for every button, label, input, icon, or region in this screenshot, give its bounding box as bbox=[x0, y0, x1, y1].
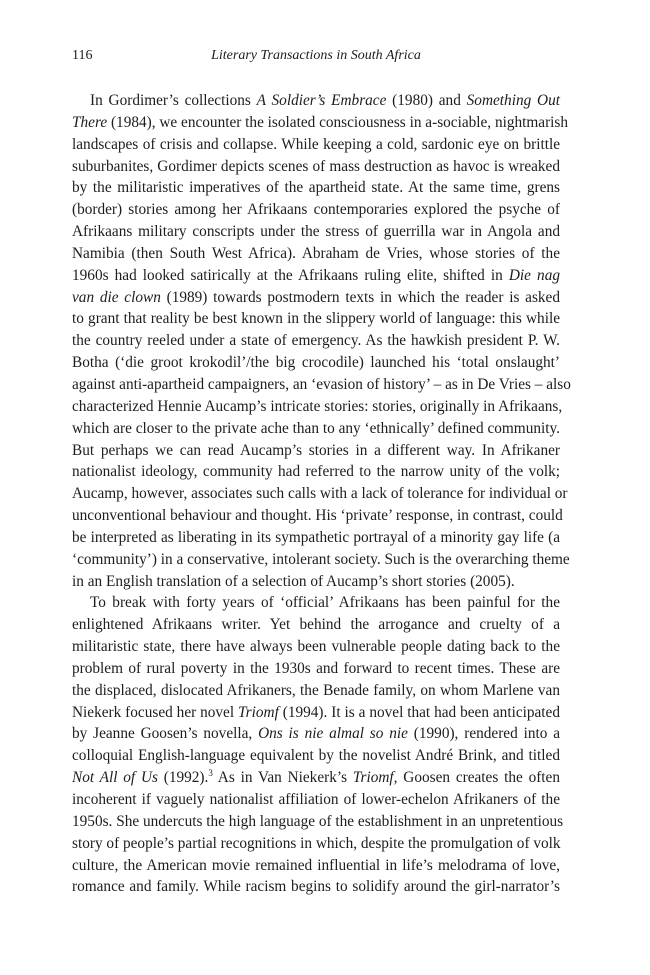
text-run: (1984), we encounter the isolated consciousness in a-sociable, nightmarish bbox=[107, 113, 569, 131]
footnote-marker: 3 bbox=[208, 768, 213, 779]
text-line bbox=[72, 221, 560, 243]
text-run: the country reeled under a state of emergency. As the hawkish president P. W. bbox=[72, 332, 560, 350]
italic-title: Triomf bbox=[238, 703, 279, 721]
text-run: Aucamp, however, associates such calls with a lack of tolerance for individual or bbox=[72, 485, 568, 503]
text-run: incoherent if vaguely nationalist affiliation of lower-echelon Afrikaners of the bbox=[72, 791, 560, 808]
text-run: unconventional behaviour and thought. His ‘private’ response, in contrast, could bbox=[72, 507, 563, 525]
text-line bbox=[72, 855, 560, 877]
text-line bbox=[72, 199, 560, 221]
text-run: nationalist ideology, community had referred to the narrow unity of the volk; bbox=[72, 463, 560, 481]
text-run: romance and family. While racism begins to solidify around the girl-narrator’s bbox=[72, 878, 560, 896]
text-run: the displaced, dislocated Afrikaners, the Benade family, on whom Marlene van bbox=[72, 681, 560, 699]
italic-title: There bbox=[72, 113, 108, 131]
text-run: characterized Hennie Aucamp’s intricate stories: stories, originally in Afrikaans, bbox=[72, 397, 563, 415]
text-line bbox=[72, 527, 560, 549]
text-line bbox=[72, 789, 560, 811]
text-line bbox=[72, 876, 560, 898]
text-run: enlightened Afrikaans writer. Yet behind the arrogance and cruelty of a bbox=[72, 616, 560, 634]
text-run: in an English translation of a selection of Aucamp’s short stories (2005). bbox=[72, 572, 515, 590]
text-run: Goosen creates the often bbox=[397, 769, 560, 787]
text-line bbox=[72, 308, 560, 330]
italic-title: Not All of Us bbox=[72, 769, 158, 787]
text-line bbox=[72, 592, 560, 614]
text-line bbox=[72, 702, 560, 724]
text-line bbox=[72, 243, 560, 265]
text-line bbox=[72, 636, 560, 658]
italic-title: Something Out bbox=[466, 92, 560, 109]
text-run: (1992). bbox=[157, 769, 209, 787]
text-run: Afrikaans military conscripts under the stress of guerrilla war in Angola and bbox=[72, 223, 560, 241]
italic-title: Triomf, bbox=[352, 769, 398, 787]
text-line bbox=[72, 440, 560, 462]
running-head bbox=[72, 46, 560, 66]
text-line bbox=[72, 614, 560, 636]
text-run: by Jeanne Goosen’s novella, bbox=[72, 725, 259, 743]
text-line bbox=[72, 658, 560, 680]
body-text bbox=[72, 90, 571, 898]
text-run: ‘community’) in a conservative, intolerant society. Such is the overarching theme bbox=[72, 550, 570, 568]
text-run: colloquial English-language equivalent by the novelist André Brink, and titled bbox=[72, 747, 560, 765]
text-run: culture, the American movie remained influential in life’s melodrama of love, bbox=[72, 856, 560, 874]
text-run: be interpreted as liberating in its sympathetic portrayal of a minority gay life (a bbox=[72, 528, 560, 546]
text-line bbox=[72, 265, 560, 287]
text-line bbox=[72, 811, 564, 833]
text-run: (1994). It is a novel that had been anticipated bbox=[278, 703, 560, 721]
text-line bbox=[72, 374, 571, 396]
text-run: To break with forty years of ‘official’ Afrikaans has been painful for the bbox=[90, 594, 560, 612]
text-run: (1989) towards postmodern texts in which the reader is asked bbox=[160, 288, 560, 306]
text-line bbox=[72, 177, 560, 199]
text-line bbox=[72, 723, 560, 745]
text-line bbox=[72, 571, 560, 593]
running-title: Literary Transactions in South Africa bbox=[211, 48, 421, 63]
text-run: Botha (‘die groot krokodil’/the big crocodile) launched his ‘total onslaught’ bbox=[72, 354, 560, 372]
text-run: 1960s had looked satirically at the Afrikaans ruling elite, shifted in bbox=[72, 266, 509, 284]
text-run: by the militaristic imperatives of the apartheid state. At the same time, grens bbox=[72, 179, 560, 197]
text-run: story of people’s partial recognitions in which, despite the promulgation of volk bbox=[72, 834, 561, 852]
italic-title: A Soldier’s Embrace bbox=[256, 92, 387, 109]
text-line bbox=[72, 90, 560, 112]
text-run: against anti-apartheid campaigners, an ‘evasion of history’ – as in De Vries – also bbox=[72, 375, 571, 393]
text-line bbox=[72, 156, 560, 178]
text-run: In Gordimer’s collections bbox=[90, 92, 257, 109]
text-run: Namibia (then South West Africa). Abraham de Vries, whose stories of the bbox=[72, 244, 560, 262]
italic-title: Ons is nie almal so nie bbox=[258, 725, 408, 743]
text-run: to grant that reality be best known in the slippery world of language: this while bbox=[72, 310, 560, 328]
text-line bbox=[72, 134, 560, 156]
text-run: militaristic state, there have always been vulnerable people dating back to the bbox=[72, 638, 560, 656]
text-run: (1980) and bbox=[386, 92, 467, 109]
text-run: landscapes of crisis and collapse. While keeping a cold, sardonic eye on brittle bbox=[72, 135, 560, 153]
text-run: But perhaps we can read Aucamp’s stories in a different way. In Afrikaner bbox=[72, 441, 560, 459]
text-line bbox=[72, 461, 560, 483]
text-line bbox=[72, 352, 560, 374]
text-run: problem of rural poverty in the 1930s and forward to recent times. These are bbox=[72, 659, 560, 677]
text-line bbox=[72, 680, 560, 702]
text-line bbox=[72, 745, 560, 767]
text-line bbox=[72, 483, 568, 505]
text-line bbox=[72, 112, 569, 134]
text-line bbox=[72, 549, 570, 571]
text-line bbox=[72, 767, 560, 789]
text-run: suburbanites, Gordimer depicts scenes of mass destruction as havoc is wreaked bbox=[72, 157, 560, 175]
text-run: 1950s. She undercuts the high language of the establishment in an unpretentious bbox=[72, 812, 564, 830]
text-run: As in Van Niekerk’s bbox=[212, 769, 353, 787]
text-run: (border) stories among her Afrikaans contemporaries explored the psyche of bbox=[72, 201, 560, 219]
text-line bbox=[72, 505, 563, 527]
text-line bbox=[72, 330, 560, 352]
italic-title: Die nag bbox=[508, 266, 560, 284]
text-line bbox=[72, 418, 560, 440]
text-run: (1990), rendered into a bbox=[407, 725, 560, 743]
text-run: Niekerk focused her novel bbox=[72, 703, 239, 721]
text-run: which are closer to the private ache than to any ‘ethnically’ defined community. bbox=[72, 419, 560, 437]
text-line bbox=[72, 287, 560, 309]
page-number: 116 bbox=[72, 48, 93, 63]
text-line bbox=[72, 396, 563, 418]
italic-title: van die clown bbox=[72, 288, 161, 306]
text-line bbox=[72, 833, 560, 855]
